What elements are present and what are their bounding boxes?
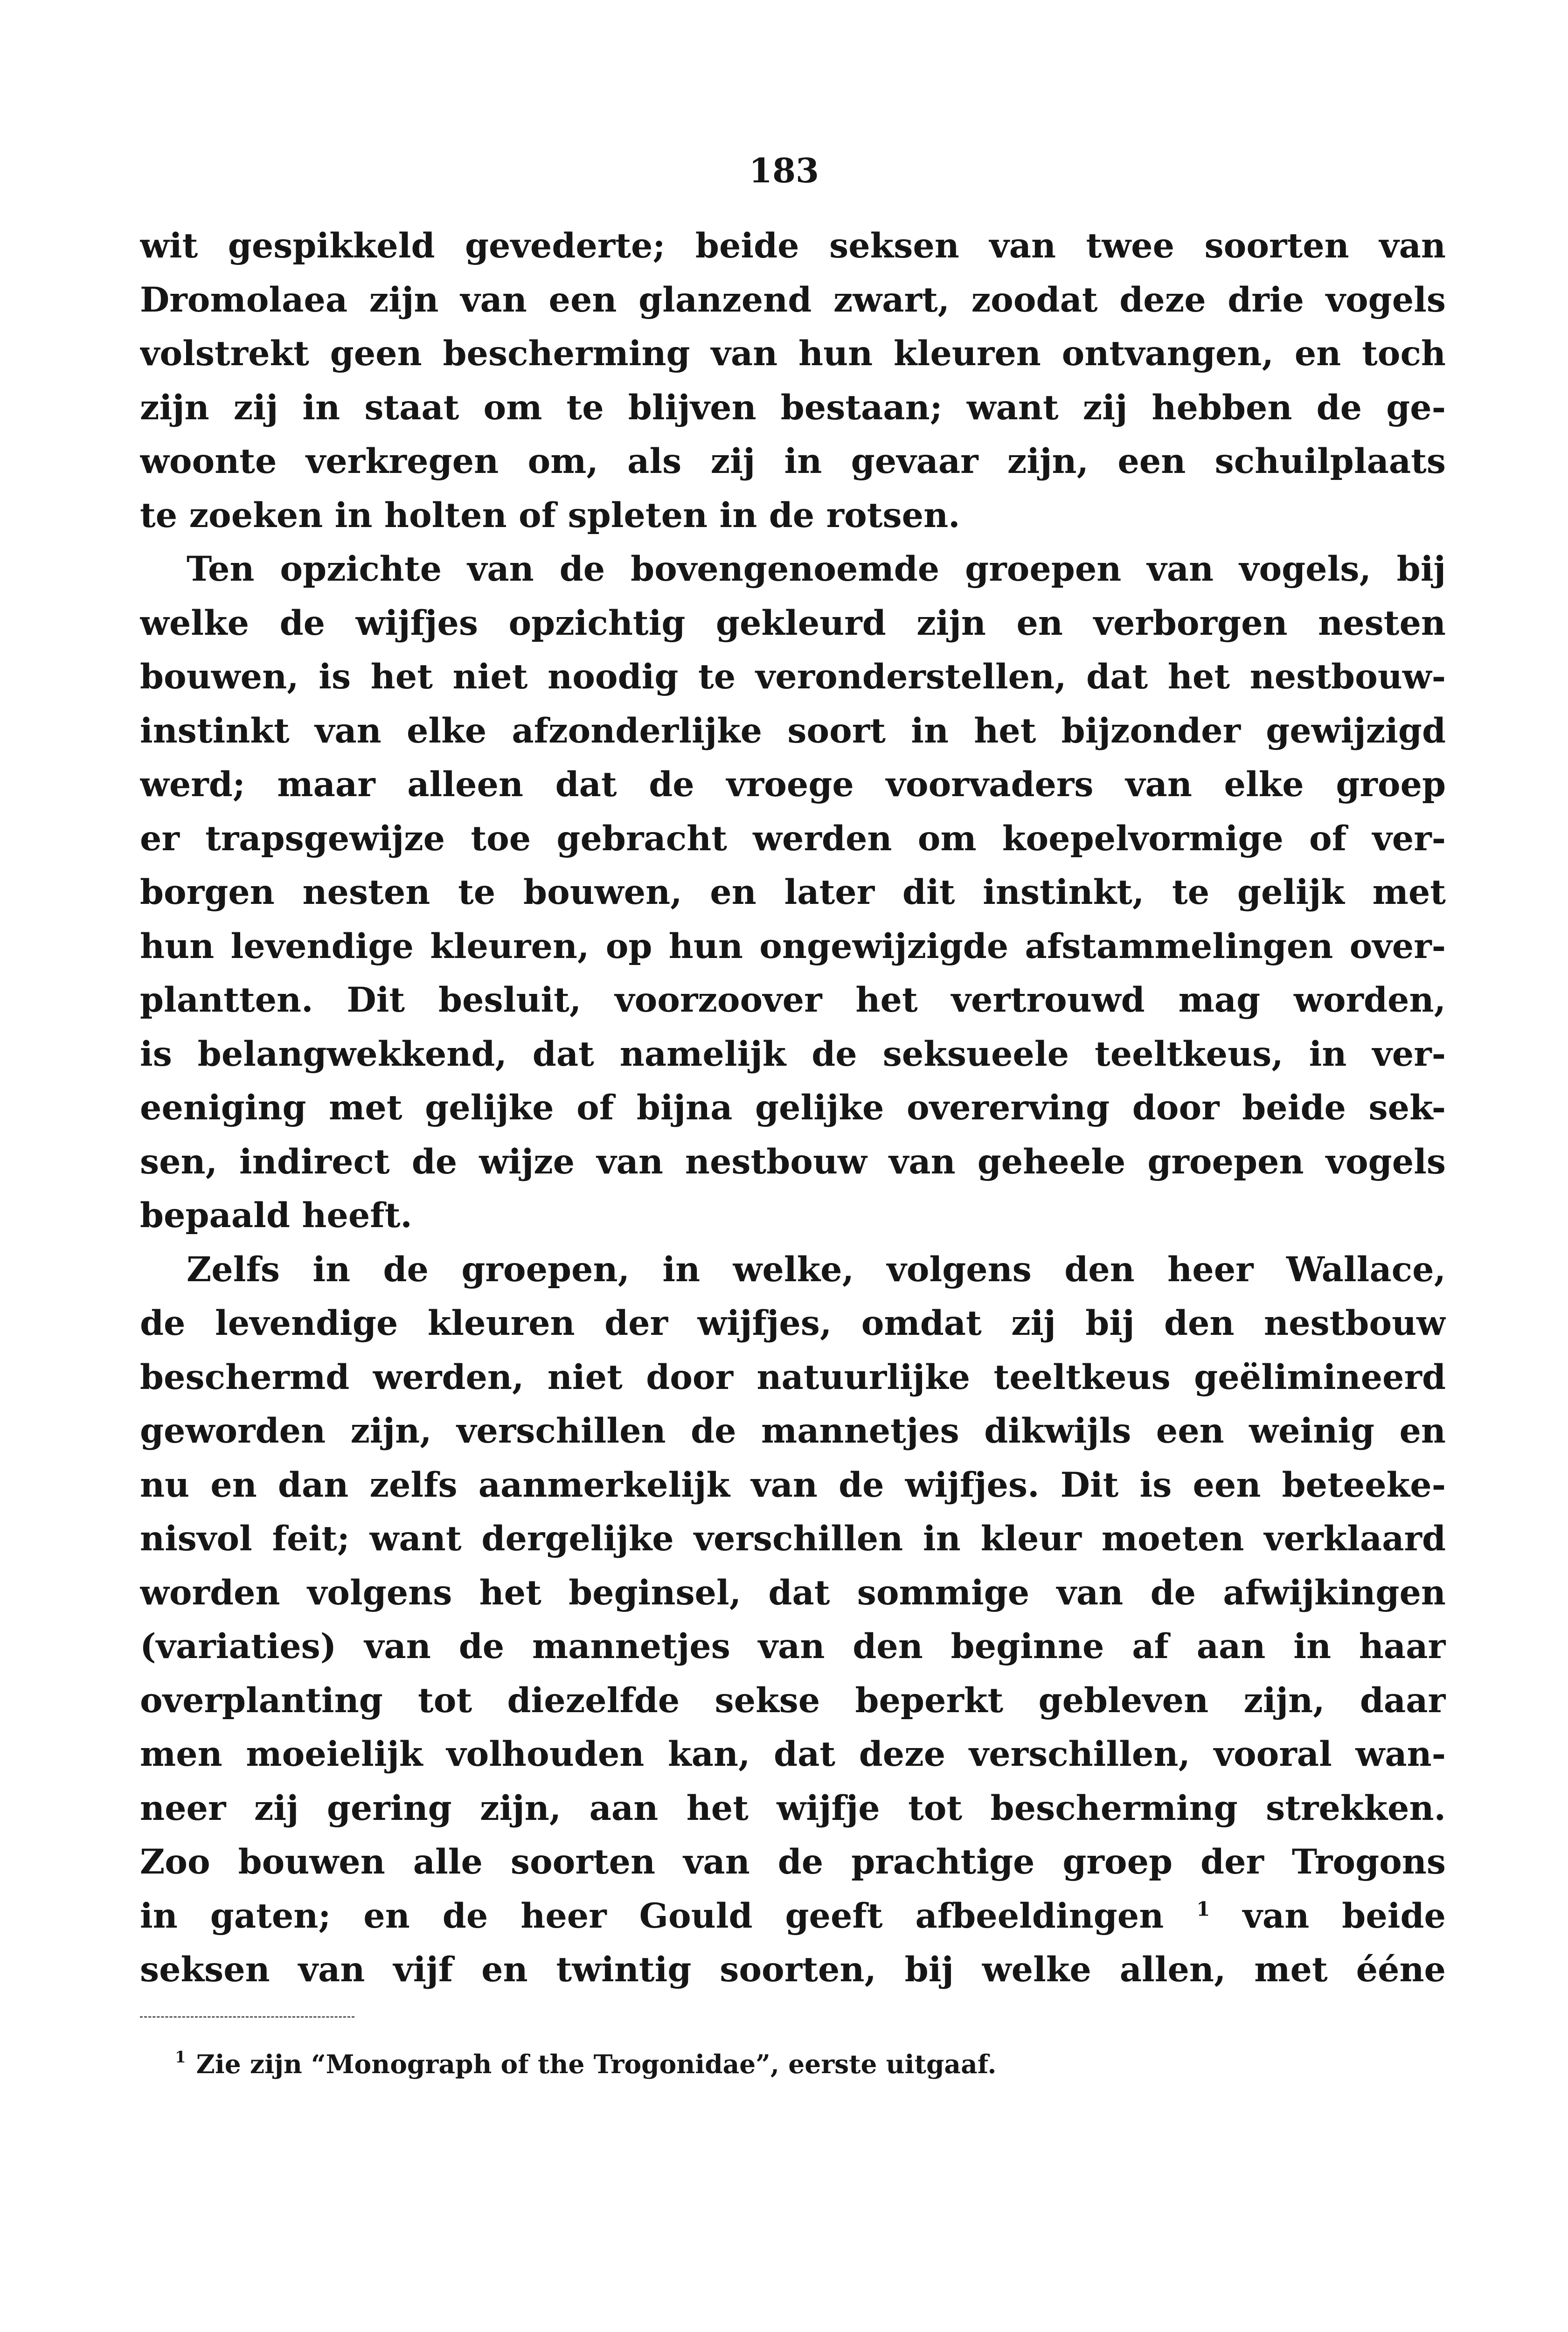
- text-line-content: volstrekt geen bescherming van hun kleuren ontvangen, en toch: [140, 333, 1446, 374]
- text-line: [140, 920, 1446, 974]
- text-line: [140, 758, 1446, 812]
- text-line: [140, 542, 1446, 597]
- text-line-content: werd; maar alleen dat de vroege voorvaders van elke groep: [140, 764, 1446, 805]
- text-line-content: nisvol feit; want dergelijke verschillen in kleur moeten verklaard: [140, 1519, 1446, 1559]
- text-line: [140, 1889, 1446, 1943]
- text-line: [140, 1351, 1446, 1405]
- text-line: [140, 1081, 1446, 1135]
- text-line-continuation: van beide: [1242, 1895, 1446, 1936]
- text-line-content: instinkt van elke afzonderlijke soort in het bijzonder gewijzigd: [140, 710, 1446, 751]
- text-line-content: Zelfs in de groepen, in welke, volgens den heer Wallace,: [187, 1249, 1446, 1290]
- text-line: [140, 650, 1446, 704]
- text-line-content: (variaties) van de mannetjes van den beginne af aan in haar: [140, 1626, 1446, 1666]
- text-line-content: er trapsgewijze toe gebracht werden om koepelvormige of ver-: [140, 818, 1446, 859]
- text-line: [140, 1404, 1446, 1458]
- text-line-content: te zoeken in holten of spleten in de rotsen.: [140, 495, 960, 535]
- text-line-content: bepaald heeft.: [140, 1195, 412, 1235]
- text-line-content: welke de wijfjes opzichtig gekleurd zijn en verborgen nesten: [140, 603, 1446, 643]
- text-line: [140, 1674, 1446, 1728]
- text-line-content: de levendige kleuren der wijfjes, omdat zij bij den nestbouw: [140, 1303, 1446, 1343]
- footnote-marker: 1: [175, 2048, 186, 2067]
- text-line-content: Zoo bouwen alle soorten van de prachtige groep der Trogons: [140, 1842, 1446, 1882]
- text-line: [140, 273, 1446, 327]
- text-line: [140, 1297, 1446, 1351]
- text-line: [140, 1458, 1446, 1513]
- text-line-content: Ten opzichte van de bovengenoemde groepen van vogels, bij: [187, 549, 1446, 589]
- text-line: [140, 1135, 1446, 1189]
- text-line-content: borgen nesten te bouwen, en later dit instinkt, te gelijk met: [140, 872, 1446, 912]
- footnote-reference: 1: [1196, 1897, 1210, 1921]
- text-line-content: Dromolaea zijn van een glanzend zwart, zoodat deze drie vogels: [140, 279, 1446, 320]
- text-line-content: in gaten; en de heer Gould geeft afbeeldingen: [140, 1895, 1164, 1936]
- text-line: [140, 1027, 1446, 1082]
- text-line-content: seksen van vijf en twintig soorten, bij welke allen, met ééne: [140, 1950, 1446, 1990]
- text-line: [140, 866, 1446, 920]
- text-line-content: is belangwekkend, dat namelijk de seksueele teeltkeus, in ver-: [140, 1034, 1446, 1074]
- text-line: [140, 327, 1446, 381]
- text-line: [140, 435, 1446, 489]
- text-line-content: plantten. Dit besluit, voorzoover het vertrouwd mag worden,: [140, 980, 1446, 1020]
- text-line: [140, 1566, 1446, 1620]
- text-line: [140, 219, 1446, 273]
- text-line-content: beschermd werden, niet door natuurlijke teeltkeus geëlimineerd: [140, 1357, 1446, 1397]
- text-line: [140, 1189, 1446, 1243]
- text-line: [140, 381, 1446, 435]
- text-line-content: worden volgens het beginsel, dat sommige van de afwijkingen: [140, 1572, 1446, 1613]
- text-line: [140, 1620, 1446, 1674]
- text-line-content: nu en dan zelfs aanmerkelijk van de wijfjes. Dit is een beteeke-: [140, 1464, 1446, 1505]
- text-line-content: overplanting tot diezelfde sekse beperkt gebleven zijn, daar: [140, 1680, 1446, 1721]
- text-line: [140, 812, 1446, 866]
- text-line-content: eeniging met gelijke of bijna gelijke overerving door beide sek-: [140, 1088, 1446, 1128]
- text-line: [140, 597, 1446, 651]
- text-line-content: zijn zij in staat om te blijven bestaan; want zij hebben de ge-: [140, 387, 1446, 428]
- text-line: [140, 489, 1446, 543]
- page-number: 183: [749, 151, 819, 190]
- text-line: [140, 1782, 1446, 1836]
- text-line: [140, 973, 1446, 1027]
- text-line: [140, 704, 1446, 758]
- text-line-content: neer zij gering zijn, aan het wijfje tot bescherming strekken.: [140, 1788, 1446, 1828]
- text-line-content: men moeielijk volhouden kan, dat deze verschillen, vooral wan-: [140, 1734, 1446, 1774]
- text-line-content: hun levendige kleuren, op hun ongewijzigde afstammelingen over-: [140, 926, 1446, 966]
- text-line-content: sen, indirect de wijze van nestbouw van geheele groepen vogels: [140, 1141, 1446, 1182]
- text-line: [140, 1943, 1446, 1997]
- footnote-rule: [140, 2016, 354, 2018]
- text-line-content: wit gespikkeld gevederte; beide seksen van twee soorten van: [140, 226, 1446, 266]
- text-line: [140, 1243, 1446, 1297]
- text-line: [140, 1512, 1446, 1566]
- footnote: [175, 2048, 997, 2079]
- text-line-content: bouwen, is het niet noodig te veronderstellen, dat het nestbouw-: [140, 657, 1446, 697]
- text-line: [140, 1835, 1446, 1889]
- body-text: [140, 219, 1446, 1997]
- footnote-text: Zie zijn “Monograph of the Trogonidae”, eerste uitgaaf.: [196, 2049, 997, 2079]
- text-line-content: woonte verkregen om, als zij in gevaar zijn, een schuilplaats: [140, 441, 1446, 481]
- text-line-content: geworden zijn, verschillen de mannetjes dikwijls een weinig en: [140, 1411, 1446, 1451]
- text-line: [140, 1728, 1446, 1782]
